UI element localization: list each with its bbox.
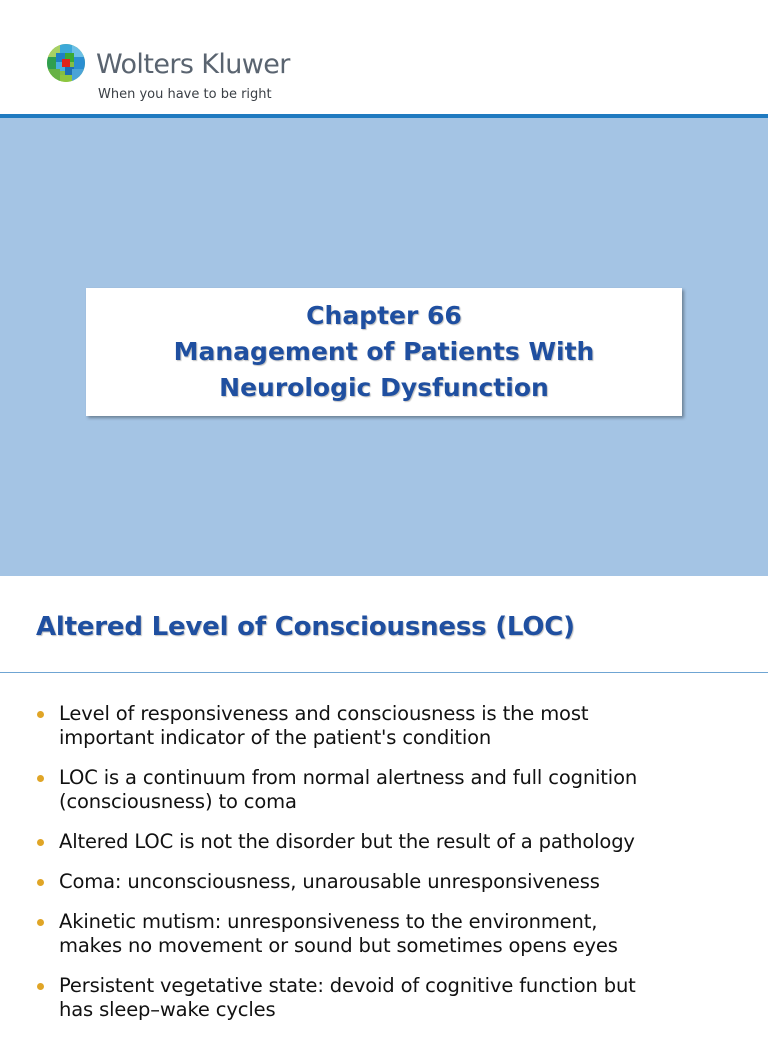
- bullet-line: Persistent vegetative state: devoid of cognitive function but: [59, 974, 636, 997]
- chapter-number: Chapter 66: [306, 301, 462, 330]
- chapter-title-line-1: Management of Patients With: [173, 337, 595, 366]
- bullet-item: [36, 870, 752, 894]
- bullet-line: makes no movement or sound but sometimes opens eyes: [59, 934, 618, 957]
- bullet-item: [36, 766, 752, 814]
- chapter-title-line-2: Neurologic Dysfunction: [219, 373, 549, 402]
- bullet-dot-icon: [37, 879, 44, 886]
- bullet-line: Coma: unconsciousness, unarousable unresponsiveness: [59, 870, 600, 893]
- bullet-line: Level of responsiveness and consciousness is the most: [59, 702, 589, 725]
- bullet-line: important indicator of the patient's condition: [59, 726, 492, 749]
- bullet-line: has sleep–wake cycles: [59, 998, 276, 1021]
- bullet-dot-icon: [37, 839, 44, 846]
- title-box: [86, 288, 682, 416]
- slide-title: Altered Level of Consciousness (LOC): [36, 612, 575, 642]
- bullet-line: Akinetic mutism: unresponsiveness to the environment,: [59, 910, 598, 933]
- wolters-kluwer-mosaic-globe-icon: [46, 43, 86, 83]
- bullet-list: [36, 702, 752, 1038]
- bullet-dot-icon: [37, 711, 44, 718]
- bullet-dot-icon: [37, 919, 44, 926]
- bullet-line: Altered LOC is not the disorder but the result of a pathology: [59, 830, 635, 853]
- bullet-line: LOC is a continuum from normal alertness and full cognition: [59, 766, 638, 789]
- bullet-item: [36, 974, 752, 1022]
- brand-tagline: When you have to be right: [98, 87, 272, 102]
- title-divider: [0, 672, 768, 673]
- bullet-item: [36, 830, 752, 854]
- brand-name: Wolters Kluwer: [96, 49, 290, 80]
- slide-header: [0, 0, 768, 114]
- bullet-dot-icon: [37, 775, 44, 782]
- bullet-line: (consciousness) to coma: [59, 790, 297, 813]
- bullet-item: [36, 910, 752, 958]
- bullet-dot-icon: [37, 983, 44, 990]
- bullet-item: [36, 702, 752, 750]
- content-slide: [0, 576, 768, 1024]
